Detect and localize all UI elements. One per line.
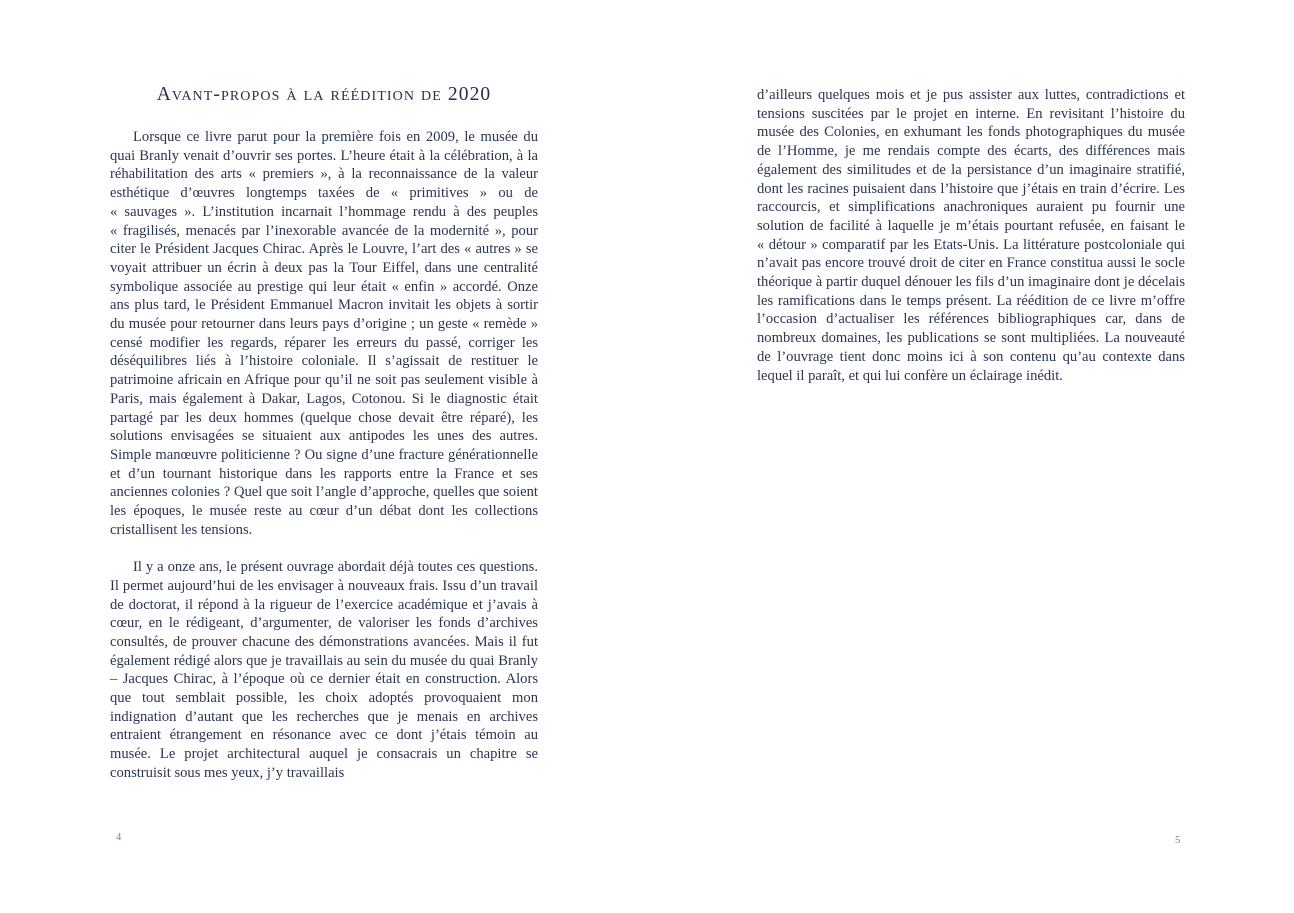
paragraph: d’ailleurs quelques mois et je pus assister aux luttes, contradictions et tensions suscitées par le projet en interne. En revisitant l’histoire du musée des Colonies, en exhumant les fonds photographiques du musée de l’Homme, je me rendais compte des écarts, des différences mais également des similitudes et de la persistance d’un imaginaire stratifié, dont les racines puisaient dans l’histoire que j’étais en train d’écrire. Les raccourcis, et simplifications anachroniques auraient pu fournir une solution de facilité à laquelle je m’étais pourtant refusée, en faisant le « détour » comparatif par les Etats-Unis. La littérature postcoloniale qui n’avait pas encore trouvé droit de citer en France constitua aussi le socle théorique à partir duquel dénouer les fils d’un imaginaire dont je décelais les ramifications dans le temps présent. La réédition de ce livre m’offre l’occasion d’actualiser les références bibliographiques car, dans de nombreux domaines, les publications se sont multipliées. La nouveauté de l’ouvrage tient donc moins ici à son contenu qu’au contexte dans lequel il paraît, et qui lui confère un éclairage inédit. [757, 87, 1185, 384]
page-right [647, 0, 1294, 913]
page-number: 5 [1175, 835, 1181, 846]
right-body-text [757, 86, 1185, 385]
right-text-column [757, 86, 1185, 385]
page-number: 4 [116, 832, 122, 843]
paragraph: Il y a onze ans, le présent ouvrage abordait déjà toutes ces questions. Il permet aujourd’hui de les envisager à nouveaux frais. Issu d’un travail de doctorat, il répond à la rigueur de l’exercice académique et j’avais à cœur, en le rédigeant, d’argumenter, de valoriser les fonds d’archives consultés, de prouver chacune des démonstrations avancées. Mais il fut également rédigé alors que je travaillais au sein du musée du quai Branly – Jacques Chirac, à l’époque où ce dernier était en construction. Alors que tout semblait possible, les choix adoptés provoquaient mon indignation d’autant que les recherches que je menais en archives entraient étrangement en résonance avec ce dont j’étais témoin au musée. Le projet architectural auquel je consacrais un chapitre se construisit sous mes yeux, j’y travaillais [110, 559, 538, 781]
paragraph: Lorsque ce livre parut pour la première fois en 2009, le musée du quai Branly venait d’ouvrir ses portes. L’heure était à la célébration, à la réhabilitation des arts « premiers », à la reconnaissance de la valeur esthétique d’œuvres longtemps taxées de « primitives » ou de « sauvages ». L’institution incarnait l’hommage rendu à des peuples « fragilisés, menacés par l’inexorable avancée de la modernité », pour citer le Président Jacques Chirac. Après le Louvre, l’art des « autres » se voyait attribuer un écrin à deux pas la Tour Eiffel, dans une centralité symbolique associée au prestige qui leur était « enfin » accordé. Onze ans plus tard, le Président Emmanuel Macron invitait les objets à sortir du musée pour retourner dans leurs pays d’origine ; un geste « remède » censé modifier les regards, réparer les erreurs du passé, corriger les déséquilibres liés à l’histoire coloniale. Il s’agissait de restituer le patrimoine africain en Afrique pour qu’il ne soit pas seulement visible à Paris, mais également à Dakar, Lagos, Cotonou. Si le diagnostic était partagé par les deux hommes (quelque chose devait être réparé), les solutions envisagées se situaient aux antipodes les unes des autres. Simple manœuvre politicienne ? Ou signe d’une fracture générationnelle et d’un tournant historique dans les rapports entre la France et ses anciennes colonies ? Quel que soit l’angle d’approche, quelles que soient les époques, le musée reste au cœur d’un débat dont les collections cristallisent les tensions. [110, 129, 538, 538]
left-body-text [110, 128, 538, 783]
left-text-column [110, 84, 538, 783]
chapter-title: Avant-propos à la réédition de 2020 [156, 84, 492, 105]
